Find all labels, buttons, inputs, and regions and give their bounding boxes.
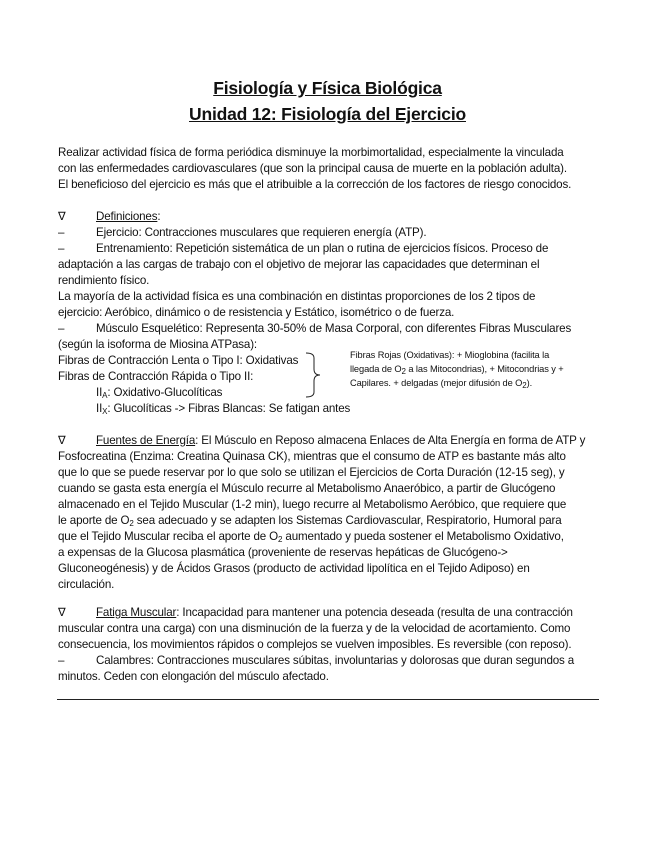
iia-text: : Oxidativo-Glucolíticas <box>107 386 223 399</box>
document-title: Fisiología y Física Biológica <box>213 78 442 98</box>
right-brace-icon <box>304 352 322 398</box>
dash-bullet-icon: – <box>58 242 65 255</box>
fibras-rojas-note: Fibras Rojas (Oxidativas): + Mioglobina (facilita la <box>350 350 550 360</box>
energia-line: cuando se gasta esta energía el Músculo recurre al Metabolismo Anaeróbico, a partir de Glucógeno <box>58 482 556 495</box>
mayoria-line: La mayoría de la actividad física es una combinación en distintas proporciones de los 2 tipos de <box>58 290 536 303</box>
definiciones-heading: Definiciones <box>96 210 158 223</box>
fibras-lenta: Fibras de Contracción Lenta o Tipo I: Oxidativas <box>58 354 299 367</box>
entrenamiento-text: Entrenamiento: Repetición sistemática de un plan o rutina de ejercicios físicos. Proceso de <box>96 242 549 255</box>
fatiga-heading: Fatiga Muscular <box>96 606 177 619</box>
footer-divider <box>57 699 599 700</box>
iix-label: II <box>96 402 103 415</box>
musculo-text: Músculo Esquelético: Representa 30-50% de Masa Corporal, con diferentes Fibras Musculares <box>96 322 572 335</box>
fibras-iia <box>58 385 222 401</box>
iix-text: : Glucolíticas -> Fibras Blancas: Se fatigan antes <box>107 402 351 415</box>
musculo-definition <box>58 321 571 337</box>
fatiga-heading-line <box>58 605 573 621</box>
energia-line: circulación. <box>58 578 115 591</box>
fibras-rapida: Fibras de Contracción Rápida o Tipo II: <box>58 370 254 383</box>
definiciones-heading-line <box>58 209 160 225</box>
entrenamiento-line: adaptación a las cargas de trabajo con el objetivo de mejorar las capacidades que determinan el <box>58 258 540 271</box>
fatiga-line: consecuencia, los movimientos rápidos o complejos se vuelven imposibles. Es reversible (con reposo). <box>58 638 572 651</box>
intro-line: con las enfermedades cardiovasculares (que son la principal causa de muerte en la población adulta). <box>58 162 567 175</box>
energia-line: Fosfocreatina (Enzima: Creatina Quinasa CK), mientras que el consumo de ATP es bastante más alto <box>58 450 566 463</box>
heading-colon: : <box>157 210 161 223</box>
fibras-iix <box>58 401 350 417</box>
energia-heading-line <box>58 433 585 449</box>
energia-line: almacenado en el Tejido Muscular (1-2 min), luego recurre al Metabolismo Aeróbico, que requiere que <box>58 498 567 511</box>
triangle-bullet-icon: ∇ <box>58 606 66 619</box>
entrenamiento-line: rendimiento físico. <box>58 274 150 287</box>
fibras-rojas-note: Capilares. + delgadas (mejor difusión de $O_2$). <box>350 378 533 390</box>
triangle-bullet-icon: ∇ <box>58 434 66 447</box>
iia-label: II <box>96 386 103 399</box>
calambres-line: minutos. Ceden con elongación del músculo afectado. <box>58 670 329 683</box>
energia-line: que lo que se puede reservar por lo que solo se utilizan el Ejercicios de Corta Duración (12-15 seg), y <box>58 466 565 479</box>
fibras-rojas-note: llegada de $O_2$ a las Mitocondrias), + Mitocondrias y + <box>350 364 564 376</box>
energia-line: que el Tejido Muscular reciba el aporte de $O_2$ aumentado y pueda sostener el Metabolismo Oxidativo, <box>58 530 564 544</box>
unit-title: Unidad 12: Fisiología del Ejercicio <box>189 104 466 124</box>
dash-bullet-icon: – <box>58 654 65 667</box>
calambres-text: Calambres: Contracciones musculares súbitas, involuntarias y dolorosas que duran segundos a <box>96 654 575 667</box>
dash-bullet-icon: – <box>58 226 65 239</box>
ejercicio-text: Ejercicio: Contracciones musculares que requieren energía (ATP). <box>96 226 427 239</box>
calambres-definition <box>58 653 574 669</box>
intro-line: Realizar actividad física de forma periódica disminuye la morbimortalidad, especialmente la vinculada <box>58 146 564 159</box>
energia-line: a expensas de la Glucosa plasmática (proveniente de reservas hepáticas de Glucógeno-> <box>58 546 508 559</box>
energia-heading: Fuentes de Energía <box>96 434 196 447</box>
fatiga-line: muscular contra una carga) con una disminución de la fuerza y de la velocidad de acortamiento. Como <box>58 622 571 635</box>
iia-sub: A <box>102 391 108 400</box>
dash-bullet-icon: – <box>58 322 65 335</box>
triangle-bullet-icon: ∇ <box>58 210 66 223</box>
energia-text: : El Músculo en Reposo almacena Enlaces de Alta Energía en forma de ATP y <box>195 434 586 447</box>
energia-line: Gluconeogénesis) y de Ácidos Grasos (producto de actividad lipolítica en el Tejido Adiposo) en <box>58 562 530 575</box>
iix-sub: X <box>102 407 108 416</box>
ejercicio-definition <box>58 225 426 241</box>
intro-line: El beneficioso del ejercicio es más que el atribuible a la corrección de los factores de riesgo conocidos. <box>58 178 572 191</box>
mayoria-line: ejercicio: Aeróbico, dinámico o de resistencia y Estático, isométrico o de fuerza. <box>58 306 455 319</box>
entrenamiento-definition <box>58 241 548 257</box>
musculo-line: (según la isoforma de Miosina ATPasa): <box>58 338 258 351</box>
energia-line: le aporte de $O_2$ sea adecuado y se adapten los Sistemas Cardiovascular, Respiratorio, Humoral para <box>58 514 562 528</box>
fatiga-text: : Incapacidad para mantener una potencia deseada (resulta de una contracción <box>176 606 573 619</box>
